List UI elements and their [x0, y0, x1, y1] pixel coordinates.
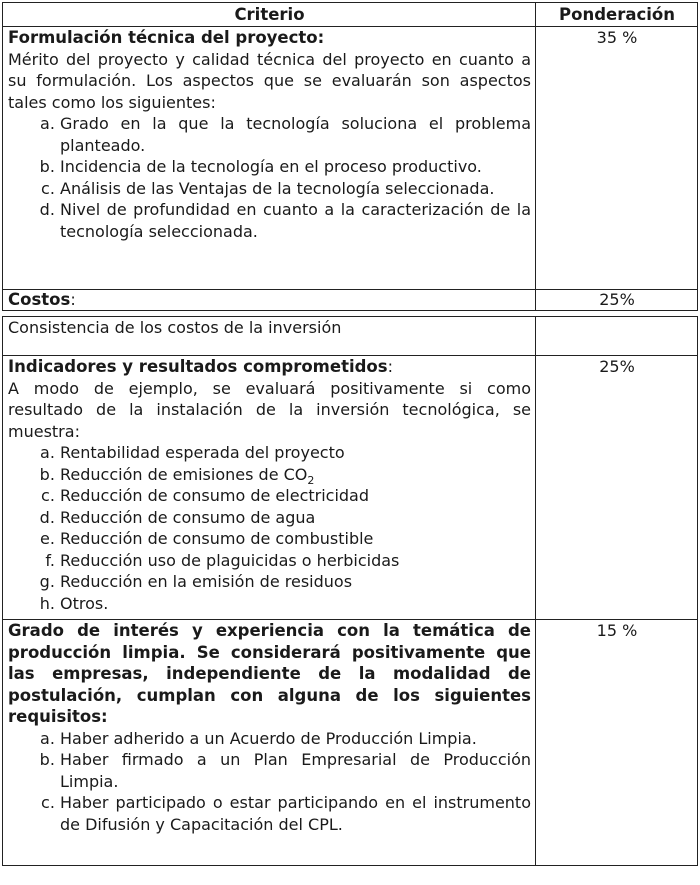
criterion-cell: [3, 356, 536, 620]
table-row: [3, 356, 698, 620]
table-row: [3, 317, 698, 356]
criterion-title: Indicadores y resultados comprometidos: [8, 357, 388, 376]
criterion-list: [8, 442, 531, 614]
list-item: a. Grado en la que la tecnología soluciona el problema planteado.: [60, 113, 531, 156]
criterion-description: Mérito del proyecto y calidad técnica del proyecto en cuanto a su formulación. Los aspectos que se evaluarán son aspectos tales como los siguientes:: [8, 49, 531, 112]
list-item: b. Haber firmado a un Plan Empresarial de Producción Limpia.: [60, 749, 531, 792]
list-item: h. Otros.: [60, 593, 531, 615]
weight-cell: 35 %: [536, 27, 698, 290]
list-item: b. Reducción de emisiones de $CO_2$: [60, 464, 531, 486]
criterion-list: [8, 728, 531, 836]
list-item: c. Reducción de consumo de electricidad: [60, 485, 531, 507]
criterion-cell: Consistencia de los costos de la inversión: [3, 317, 536, 356]
table-row: [3, 27, 698, 290]
table-row: [3, 620, 698, 866]
criterion-cell: [3, 620, 536, 866]
table-header-row: [3, 3, 698, 27]
weight-cell: 25%: [536, 356, 698, 620]
list-item: d. Reducción de consumo de agua: [60, 507, 531, 529]
list-item: c. Análisis de las Ventajas de la tecnología seleccionada.: [60, 178, 531, 200]
criteria-table: [2, 2, 698, 866]
title-suffix: :: [387, 357, 393, 376]
criterion-title: Costos: [8, 290, 71, 309]
weight-cell: 15 %: [536, 620, 698, 866]
list-item: e. Reducción de consumo de combustible: [60, 528, 531, 550]
table-row: [3, 290, 698, 311]
list-item: f. Reducción uso de plaguicidas o herbicidas: [60, 550, 531, 572]
title-suffix: :: [70, 290, 76, 309]
weight-cell: 25%: [536, 290, 698, 311]
list-item: a. Haber adherido a un Acuerdo de Producción Limpia.: [60, 728, 531, 750]
header-criterio: Criterio: [3, 3, 536, 27]
criterion-cell: [3, 290, 536, 311]
header-ponderacion: Ponderación: [536, 3, 698, 27]
criterion-title: Formulación técnica del proyecto:: [8, 28, 325, 47]
weight-cell-empty: [536, 317, 698, 356]
criterion-cell: [3, 27, 536, 290]
criterion-list: [8, 113, 531, 242]
list-item: a. Rentabilidad esperada del proyecto: [60, 442, 531, 464]
co2-subscript: 2: [307, 473, 315, 487]
criterion-title: Grado de interés y experiencia con la temática de producción limpia. Se considerará positivamente que las empresas, independiente de la modalidad de postulación, cumplan con alguna de los siguientes requisitos:: [8, 621, 531, 726]
criterion-description: A modo de ejemplo, se evaluará positivamente si como resultado de la instalación de la inversión tecnológica, se muestra:: [8, 378, 531, 441]
list-item: g. Reducción en la emisión de residuos: [60, 571, 531, 593]
list-item: b. Incidencia de la tecnología en el proceso productivo.: [60, 156, 531, 178]
list-item: c. Haber participado o estar participando en el instrumento de Difusión y Capacitación del CPL.: [60, 792, 531, 835]
list-item: d. Nivel de profundidad en cuanto a la caracterización de la tecnología seleccionada.: [60, 199, 531, 242]
